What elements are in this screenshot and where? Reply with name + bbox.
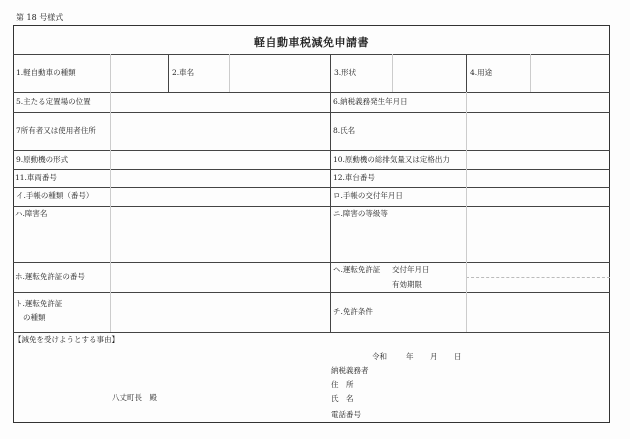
taxpayer-phone-label: 電話番号 [331, 410, 361, 419]
displacement-field[interactable] [467, 151, 609, 168]
taxpayer-name-label: 氏 名 [331, 394, 354, 403]
use-field[interactable] [531, 55, 609, 91]
divider [330, 54, 331, 332]
disability-grade-field[interactable] [467, 207, 609, 261]
car-name-field[interactable] [230, 55, 329, 91]
owner-name-label: 8.氏名 [333, 126, 356, 135]
taxpayer-label: 納税義務者 [331, 366, 369, 375]
license-number-label: ホ.運転免許証の番号 [15, 272, 85, 281]
reason-label: 【減免を受けようとする事由】 [14, 335, 119, 344]
month-label: 月 [430, 352, 438, 361]
tax-obligation-date-field[interactable] [467, 93, 609, 111]
owner-address-label: 7所有者又は使用者住所 [16, 126, 96, 135]
divider [168, 54, 169, 92]
handbook-issue-date-label: ロ.手帳の交付年月日 [333, 191, 403, 200]
use-label: 4.用途 [470, 68, 493, 77]
expiry-date-label: 有効期限 [392, 280, 422, 289]
license-type-label-cont: の種類 [23, 313, 46, 322]
owner-address-field[interactable] [111, 113, 329, 149]
license-conditions-field[interactable] [467, 293, 609, 331]
license-type-label: ト.運転免許証 [15, 299, 63, 308]
displacement-label: 10.原動機の総排気量又は定格出力 [333, 155, 450, 164]
reason-field[interactable] [14, 346, 304, 386]
car-name-label: 2.車名 [172, 68, 195, 77]
issue-date-label: 交付年月日 [392, 265, 430, 274]
disability-name-label: ハ.障害名 [15, 209, 48, 218]
vehicle-kind-field[interactable] [111, 55, 167, 91]
shape-field[interactable] [393, 55, 465, 91]
license-type-field[interactable] [111, 293, 329, 331]
handbook-type-field[interactable] [111, 188, 329, 205]
addressee: 八丈町長 殿 [112, 393, 157, 402]
storage-location-label: 5.主たる定置場の位置 [16, 97, 91, 106]
issue-date-field[interactable] [467, 263, 609, 276]
day-label: 日 [454, 352, 462, 361]
disability-name-field[interactable] [111, 207, 329, 261]
taxpayer-address-label: 住 所 [331, 380, 354, 389]
chassis-number-field[interactable] [467, 170, 609, 186]
license-number-field[interactable] [111, 263, 329, 291]
chassis-number-label: 12.車台番号 [333, 173, 375, 182]
shape-label: 3.形状 [334, 68, 357, 77]
disability-grade-label: ニ.障害の等級等 [333, 209, 388, 218]
license-label: ヘ.運転免許証 [333, 265, 381, 274]
owner-name-field[interactable] [467, 113, 609, 149]
era-label: 令和 [372, 352, 387, 361]
storage-location-field[interactable] [111, 93, 329, 111]
year-label: 年 [406, 352, 414, 361]
vehicle-number-label: 11.車両番号 [15, 173, 57, 182]
license-conditions-label: チ.免許条件 [333, 307, 373, 316]
form-number: 第 18 号様式 [16, 13, 64, 22]
handbook-issue-date-field[interactable] [467, 188, 609, 205]
expiry-date-field[interactable] [467, 278, 609, 291]
divider [13, 332, 610, 333]
handbook-type-label: イ.手帳の種類（番号） [16, 191, 94, 200]
form-title: 軽自動車税減免申請書 [254, 36, 369, 49]
divider [466, 54, 467, 92]
engine-type-label: 9.原動機の形式 [16, 155, 69, 164]
vehicle-kind-label: 1.軽自動車の種類 [16, 68, 76, 77]
vehicle-number-field[interactable] [111, 170, 329, 186]
tax-obligation-date-label: 6.納税義務発生年月日 [333, 97, 408, 106]
engine-type-field[interactable] [111, 151, 329, 168]
